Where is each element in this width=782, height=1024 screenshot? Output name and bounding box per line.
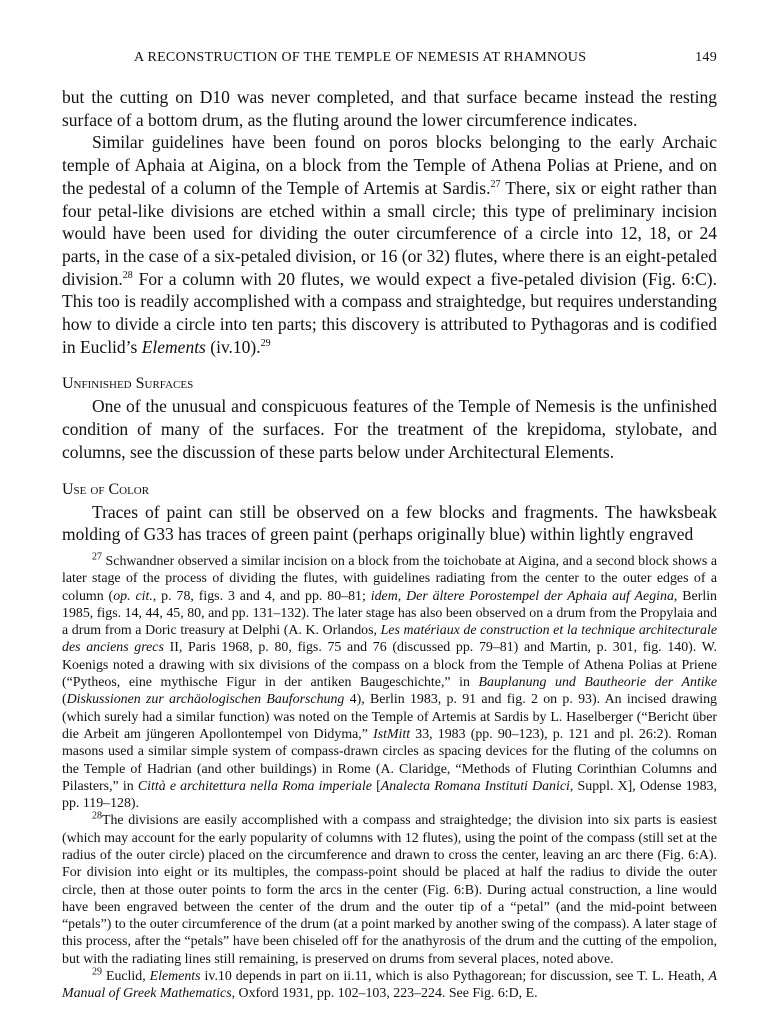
footnote-number: 27 <box>92 551 102 563</box>
footnote-ref-29[interactable]: 29 <box>260 337 271 349</box>
paragraph-2: Similar guidelines have been found on poros blocks belonging to the early Archaic temple of Aphaia at Aigina, on a block from the Temple of Athena Polias at Priene, and on the pedestal of a column of the Temple of Artemis at Sardis.$^{27}$ There, six or eight rather than four petal-like divisions are etched within a small circle; this type of preliminary incision would have been used for dividing the outer circumference of a circle into 12, 18, or 24 parts, in the case of a six-petaled division, or 16 (or 32) flutes, where there is an eight-petaled division.$^{28}$ For a column with 20 flutes, we would expect a five-petaled division (Fig. 6:C). This too is readily accomplished with a compass and straightedge, but requires understanding how to divide a circle into ten parts; this discovery is attributed to Pythagoras and is codified in Euclid’s Elements (iv.10).$^{29}$ <box>62 132 717 357</box>
page-number: 149 <box>695 50 717 65</box>
paragraph-3: One of the unusual and conspicuous features of the Temple of Nemesis is the unfinished condition of many of the surfaces. For the treatment of the krepidoma, stylobate, and columns, see the discussion of these parts below under Architectural Elements. <box>62 396 717 462</box>
running-header <box>62 50 717 72</box>
paragraph-1: but the cutting on D10 was never completed, and that surface became instead the resting surface of a bottom drum, as the fluting around the lower circumference indicates. <box>62 87 717 130</box>
footnote-number: 29 <box>92 966 102 978</box>
footnote-28: $^{28}$The divisions are easily accomplished with a compass and straightedge; the division into six parts is easiest (which may account for the early popularity of columns with 12 flutes), using the point of the compass (still set at the radius of the outer circle) placed on the circumference and drawn to cross the center, leaving an arc there (Fig. 6:A). For division into eight or its multiples, the compass-point should be placed at half the radius to divide the outer circle, then at those outer points to form the arcs in the center (Fig. 6:B). During actual construction, a line would have been engraved between the center of the drum and the outer tip of a “petal” (and the mid-point between “petals”) to the outer circumference of the drum (at a point marked by another swing of the compass). A later stage of this process, after the “petals” have been chiseled off for the anathyrosis of the drum and the cutting of the empolion, but with the radiating lines still remaining, is preserved on drums from several places, noted above. <box>62 810 717 967</box>
section-heading-unfinished-surfaces: Unfinished Surfaces <box>62 375 194 393</box>
section-heading-use-of-color: Use of Color <box>62 480 150 498</box>
running-title: A RECONSTRUCTION OF THE TEMPLE OF NEMESIS AT RHAMNOUS <box>134 50 587 65</box>
footnote-27: $^{27}$ Schwandner observed a similar incision on a block from the toichobate at Aigina, and a second block shows a later stage of the process of dividing the flutes, with guidelines radiating from the center to the outer edges of a column (op. cit., p. 78, figs. 3 and 4, and pp. 80–81; idem, Der ältere Porostempel der Aphaia auf Aegina, Berlin 1985, figs. 14, 44, 45, 80, and pp. 131–132). The later stage has also been observed on a drum from the Propylaia and a drum from a Doric treasury at Delphi (A. K. Orlandos, Les matériaux de construction et la technique architecturale des anciens grecs II, Paris 1968, p. 80, figs. 75 and 76 (discussed pp. 79–81) and Martin, p. 301, fig. 140). W. Koenigs noted a drawing with six divisions of the compass on a block from the Temple of Athena Polias at Priene (“Pytheos, eine mythische Figur in der antiken Baugeschichte,” in Bauplanung und Bautheorie der Antike (Diskussionen zur archäologischen Bauforschung 4), Berlin 1983, p. 91 and fig. 2 on p. 93). An incised drawing (which surely had a similar function) was noted on the Temple of Artemis at Sardis by L. Haselberger (“Bericht über die Arbeit am jüngeren Apollontempel von Didyma,” IstMitt 33, 1983 (pp. 90–123), p. 121 and pl. 26:2). Roman masons used a similar simple system of compass-drawn circles as spacing devices for the fluting of the columns on the Temple of Hadrian (and other buildings) in Rome (A. Claridge, “Methods of Fluting Corinthian Columns and Pilasters,” in Città e architettura nella Roma imperiale [Analecta Romana Instituti Danici, Suppl. X], Odense 1983, pp. 119–128). <box>62 551 718 812</box>
page-body <box>62 86 717 1003</box>
footnote-ref-27[interactable]: 27 <box>490 178 501 190</box>
footnote-number: 28 <box>92 810 102 822</box>
footnote-ref-28[interactable]: 28 <box>122 269 133 281</box>
paragraph-4: Traces of paint can still be observed on a few blocks and fragments. The hawksbeak molding of G33 has traces of green paint (perhaps originally blue) within lightly engraved <box>62 501 717 545</box>
footnote-29: $^{29}$ Euclid, Elements iv.10 depends in part on ii.11, which is also Pythagorean; for discussion, see T. L. Heath, A Manual of Greek Mathematics, Oxford 1931, pp. 102–103, 223–224. See Fig. 6:D, E. <box>62 966 717 1002</box>
footnote-separator <box>62 546 717 553</box>
